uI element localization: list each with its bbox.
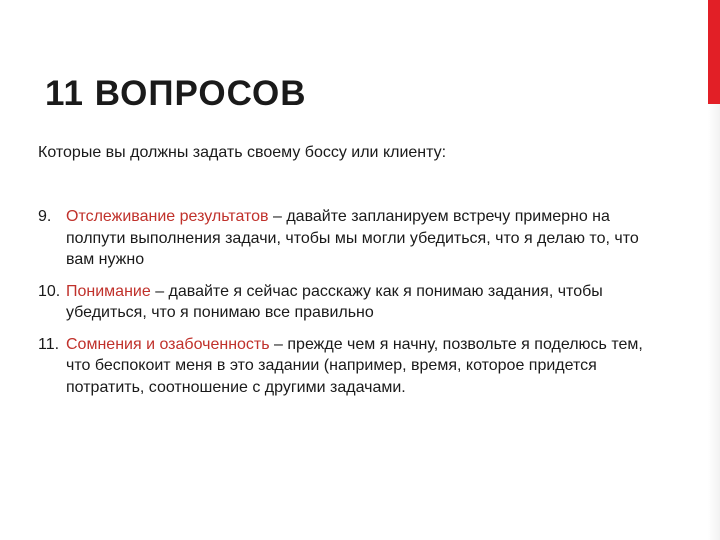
slide-title: 11 ВОПРОСОВ — [45, 74, 307, 113]
questions-list — [38, 206, 658, 408]
list-item-10 — [38, 281, 658, 324]
item-term: Отслеживание результатов — [66, 208, 269, 225]
item-term: Сомнения и озабоченность — [66, 335, 270, 353]
item-text — [66, 206, 658, 271]
item-description: – прежде чем я начну, позвольте я поделюсь тем, что беспокоит меня в это задании (например, время, которое придется потратить, соотношение с другими задачами. — [66, 335, 643, 396]
right-side-shade — [708, 104, 720, 540]
item-number: 9. — [38, 208, 52, 225]
item-text — [66, 334, 658, 399]
list-item-11 — [38, 334, 658, 399]
item-term: Понимание — [66, 282, 151, 300]
item-description: – давайте я сейчас расскажу как я понимаю задания, чтобы убедиться, что я понимаю все правильно — [66, 282, 603, 321]
red-accent-bar — [708, 0, 720, 104]
item-number: 11. — [38, 335, 60, 353]
slide-subtitle: Которые вы должны задать своему боссу или клиенту: — [38, 144, 447, 161]
list-item-9 — [38, 206, 658, 271]
item-text — [66, 281, 658, 324]
item-number: 10. — [38, 282, 61, 300]
item-description: – давайте запланируем встречу примерно на полпути выполнения задачи, чтобы мы могли убедиться, что я делаю то, что вам нужно — [66, 208, 639, 268]
